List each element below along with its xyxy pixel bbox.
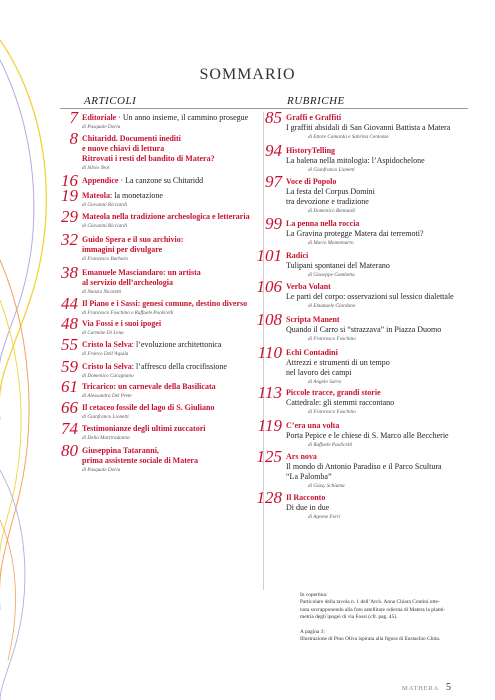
article-entry[interactable] <box>82 362 267 380</box>
rubrica-title-line: Quando il Carro si “strazzava” in Piazza Duomo <box>286 325 442 334</box>
article-title-part: prima assistente sociale di Matera <box>82 456 198 465</box>
rubrica-section[interactable]: Scripta Manent <box>286 315 340 324</box>
rubrica-section[interactable]: Echi Contadini <box>286 348 338 357</box>
page3-note-heading: A pagina 3: <box>300 628 325 635</box>
articoli-rule <box>60 108 268 109</box>
rubrica-entry[interactable] <box>286 388 482 416</box>
rubrica-entry[interactable] <box>286 421 482 449</box>
rubrica-author: di Giuseppe Gambetta <box>308 272 355 278</box>
article-author: di Delia Martiradonna <box>82 435 130 441</box>
article-page-number: 7 <box>69 108 78 127</box>
article-title-part: Editoriale <box>82 113 117 122</box>
rubrica-title-line: I graffiti absidali di San Giovanni Battista a Matera <box>286 123 451 132</box>
article-title[interactable] <box>82 212 267 222</box>
rubrica-section[interactable]: Verba Volant <box>286 282 331 291</box>
article-entry[interactable] <box>82 212 267 230</box>
article-title-part: · La canzone su Chitaridd <box>118 176 204 185</box>
article-title-part: : l’affresco della crocifissione <box>131 362 227 371</box>
article-title[interactable] <box>82 113 267 123</box>
article-title-part: Testimonianze degli ultimi zuccatori <box>82 424 206 433</box>
article-entry[interactable] <box>82 176 267 186</box>
article-title-part: Il cetaceo fossile del lago di S. Giuliano <box>82 403 215 412</box>
article-entry[interactable] <box>82 268 267 296</box>
rubrica-title-line: Le parti del corpo: osservazioni sul lessico dialettale <box>286 292 454 301</box>
rubrica-entry[interactable] <box>286 493 482 521</box>
rubrica-title-line: La balena nella mitologia: l’Aspidochelone <box>286 156 425 165</box>
rubrica-author: di Francesco Foschino <box>308 336 356 342</box>
article-title[interactable] <box>82 235 267 255</box>
article-title-part: Appendice <box>82 176 119 185</box>
article-entry[interactable] <box>82 191 267 209</box>
rubrica-section[interactable]: Graffi e Graffiti <box>286 113 342 122</box>
article-title[interactable] <box>82 319 267 329</box>
rubrica-section[interactable]: Il Racconto <box>286 493 326 502</box>
article-author: di Carmine Di Lena <box>82 330 124 336</box>
cover-note-line-2: nuta sovrapponendo alla foto satellitare odierna di Matera la planti- <box>300 606 446 613</box>
article-entry[interactable] <box>82 134 267 172</box>
rubrica-author: di Giusy Schiuma <box>308 483 345 489</box>
rubrica-page-number: 108 <box>256 310 282 329</box>
rubrica-title-line: Di due in due <box>286 503 330 512</box>
article-title[interactable] <box>82 340 267 350</box>
cover-note-line-1: Particolare della tavola n. 1 dell’Arch. Anna Chiara Contini otte- <box>300 599 440 606</box>
rubrica-section[interactable]: La penna nella roccia <box>286 219 360 228</box>
articoli-heading: ARTICOLI <box>84 95 137 107</box>
article-title[interactable] <box>82 403 267 413</box>
cover-note-heading: In copertina: <box>300 592 328 598</box>
article-title[interactable] <box>82 299 267 309</box>
article-title-part: Via Fossi e i suoi ipogei <box>82 319 162 328</box>
article-author: di Pasquale Doria <box>82 467 121 473</box>
article-title-part: Emanuele Masciandaro: un artista <box>82 268 201 277</box>
rubrica-entry[interactable] <box>286 282 482 310</box>
article-entry[interactable] <box>82 113 267 131</box>
article-title[interactable] <box>82 362 267 372</box>
article-title[interactable] <box>82 134 267 164</box>
article-page-number: 16 <box>61 171 78 190</box>
rubrica-title-line: tra devozione e tradizione <box>286 197 369 206</box>
rubrica-title-line: Tulipani spontanei del Materano <box>286 261 390 270</box>
article-page-number: 29 <box>61 207 78 226</box>
rubrica-entry[interactable] <box>286 452 482 490</box>
article-title-part: : la monetazione <box>110 191 163 200</box>
rubrica-author: di Emanuele Giordano <box>308 303 356 309</box>
article-title[interactable] <box>82 446 267 466</box>
article-title-part: al servizio dell’archeologia <box>82 278 173 287</box>
article-title[interactable] <box>82 176 267 186</box>
rubrica-entry[interactable] <box>286 348 482 386</box>
rubrica-title-line: La Gravina protegge Matera dai terremoti? <box>286 229 424 238</box>
rubrica-entry[interactable] <box>286 315 482 343</box>
article-author: di Alessandra Del Prete <box>82 393 132 399</box>
article-title[interactable] <box>82 382 267 392</box>
rubrica-author: di Agnese Ferri <box>308 514 341 520</box>
article-entry[interactable] <box>82 299 267 317</box>
rubrica-title-line: “La Palomba” <box>286 472 332 481</box>
article-title-part: Guido Spera e il suo archivio: <box>82 235 184 244</box>
article-title-part: Mateola nella tradizione archeologica e letteraria <box>82 212 250 221</box>
rubrica-entry[interactable] <box>286 146 482 174</box>
article-title-part: · Un anno insieme, il cammino prosegue <box>116 113 249 122</box>
article-page-number: 66 <box>61 398 78 417</box>
page3-note-line: Illustrazione di Pino Oliva ispirata alla figura di Eustachio Chita. <box>300 636 441 643</box>
article-page-number: 74 <box>61 419 78 438</box>
rubrica-entry[interactable] <box>286 177 482 215</box>
article-title-part: Cristo la Selva <box>82 340 132 349</box>
article-title-part: : l’evoluzione architettonica <box>131 340 222 349</box>
article-title-part: Il Piano e i Sassi: genesi comune, destino diverso <box>82 299 248 308</box>
page-title: SOMMARIO <box>199 66 296 83</box>
article-page-number: 32 <box>61 230 78 249</box>
article-author: di Nunzia Nicoletti <box>82 289 122 295</box>
article-entry[interactable] <box>82 382 267 400</box>
rubrica-author: di Mario Montemurro <box>308 240 354 246</box>
rubrica-author: di Gianfranco Lionetti <box>308 167 355 173</box>
article-title[interactable] <box>82 268 267 288</box>
rubrica-section[interactable]: Ars nova <box>286 452 317 461</box>
article-page-number: 61 <box>61 377 78 396</box>
article-title[interactable] <box>82 191 267 201</box>
article-author: di Domenico Caragnano <box>82 373 134 379</box>
magazine-name: MATHERA <box>402 685 440 692</box>
rubrica-page-number: 94 <box>265 141 282 160</box>
article-author: di Franco Dell’Aquila <box>82 351 129 357</box>
rubrica-section[interactable]: Radici <box>286 251 309 260</box>
article-page-number: 19 <box>61 186 78 205</box>
rubrica-page-number: 97 <box>265 172 282 191</box>
article-entry[interactable] <box>82 403 267 421</box>
article-page-number: 55 <box>61 335 78 354</box>
rubrica-page-number: 128 <box>256 488 282 507</box>
rubrica-title-line: La festa del Corpus Domini <box>286 187 375 196</box>
article-page-number: 59 <box>61 357 78 376</box>
rubrica-page-number: 99 <box>265 214 282 233</box>
article-title-part: e nuove chiavi di lettura <box>82 144 165 153</box>
rubrica-author: di Ettore Camarda e Sabrina Centonze <box>308 134 389 140</box>
article-entry[interactable] <box>82 319 267 337</box>
article-author: di Silvio Teot <box>82 165 110 171</box>
article-entry[interactable] <box>82 340 267 358</box>
article-title-part: Chitaridd. Documenti inediti <box>82 134 181 143</box>
rubriche-heading: RUBRICHE <box>287 95 345 107</box>
rubrica-title-line: Porta Pepice e le chiese di S. Marco alle Beccherie <box>286 431 449 440</box>
rubrica-section[interactable]: Piccole tracce, grandi storie <box>286 388 381 397</box>
article-title-part: Tricarico: un carnevale della Basilicata <box>82 382 216 391</box>
article-author: di Giovanni Ricciardi <box>82 223 128 229</box>
article-author: di Pasquale Doria <box>82 124 121 130</box>
article-page-number: 8 <box>69 129 78 148</box>
rubrica-author: di Raffaele Paolicelli <box>308 442 353 448</box>
rubrica-title-line: Attrezzi e strumenti di un tempo <box>286 358 390 367</box>
article-title-part: Ritrovati i resti del bandito di Matera? <box>82 154 215 163</box>
rubrica-page-number: 110 <box>257 343 282 362</box>
cover-note <box>300 592 485 643</box>
article-title-part: immagini per divulgare <box>82 245 163 254</box>
rubrica-section[interactable]: C’era una volta <box>286 421 340 430</box>
rubrica-section[interactable]: Voce di Popolo <box>286 177 337 186</box>
cover-note-line-3: metria degli ipogei di via Fossi (cfr. pag. 45). <box>300 614 398 621</box>
rubrica-title-line: nel lavoro dei campi <box>286 368 352 377</box>
rubrica-page-number: 125 <box>256 447 282 466</box>
rubrica-author: di Domenico Bennardi <box>308 208 356 214</box>
rubrica-page-number: 101 <box>256 246 282 265</box>
rubrica-author: di Angelo Sarra <box>308 379 342 385</box>
rubriche-rule <box>260 108 468 109</box>
rubrica-page-number: 119 <box>257 416 282 435</box>
rubrica-title-line: Cattedrale: gli stemmi raccontano <box>286 398 395 407</box>
article-page-number: 48 <box>61 314 78 333</box>
article-page-number: 38 <box>61 263 78 282</box>
rubrica-title-line: Il mondo di Antonio Paradiso e il Parco Scultura <box>286 462 442 471</box>
rubrica-entry[interactable] <box>286 113 482 141</box>
article-title-part: Giuseppina Tataranni, <box>82 446 159 455</box>
article-title[interactable] <box>82 424 267 434</box>
rubrica-section[interactable]: HistoryTelling <box>286 146 336 155</box>
article-author: di Francesco Barbaro <box>82 256 128 262</box>
rubrica-entry[interactable] <box>286 219 482 247</box>
article-author: di Francesco Foschino e Raffaele Paolicelli <box>82 310 174 316</box>
article-author: di Giovanni Ricciardi <box>82 202 128 208</box>
article-entry[interactable] <box>82 424 267 442</box>
article-author: di Gianfranco Lionetti <box>82 414 129 420</box>
rubrica-page-number: 85 <box>265 108 282 127</box>
rubrica-page-number: 113 <box>257 383 282 402</box>
article-entry[interactable] <box>82 446 267 474</box>
rubrica-page-number: 106 <box>256 277 282 296</box>
article-title-part: Mateola <box>82 191 110 200</box>
article-page-number: 44 <box>61 294 78 313</box>
article-title-part: Cristo la Selva <box>82 362 132 371</box>
page-number: 5 <box>446 682 451 693</box>
article-page-number: 80 <box>61 441 78 460</box>
article-entry[interactable] <box>82 235 267 263</box>
rubrica-author: di Francesco Foschino <box>308 409 356 415</box>
rubrica-entry[interactable] <box>286 251 482 279</box>
